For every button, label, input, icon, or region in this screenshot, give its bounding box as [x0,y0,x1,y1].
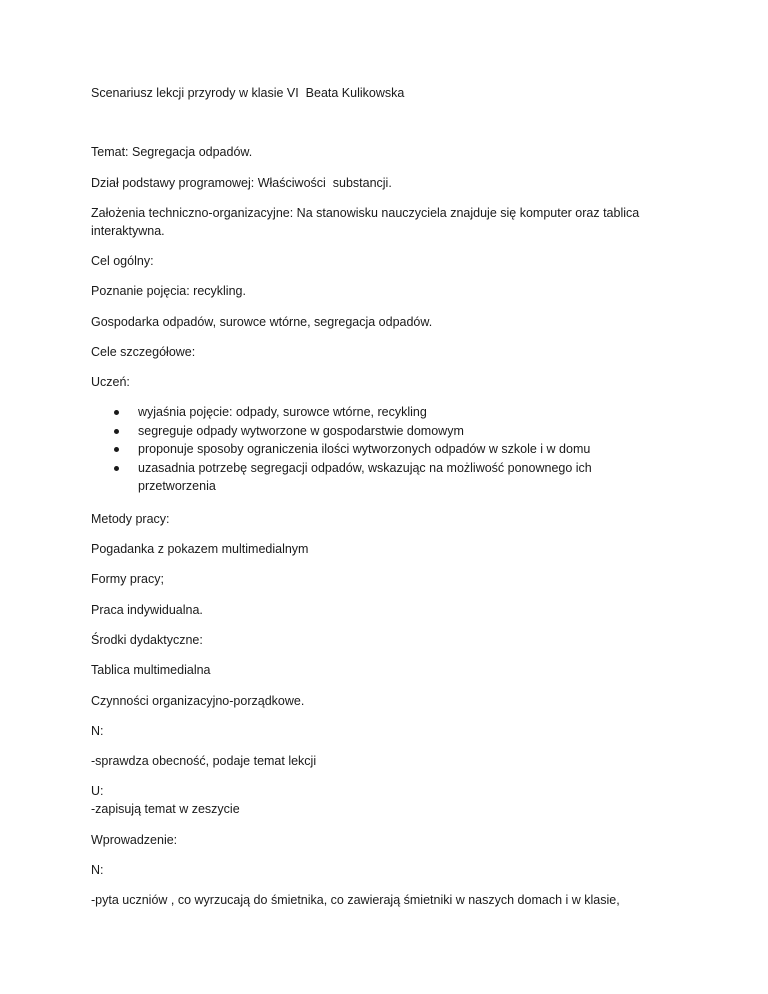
document-header: Scenariusz lekcji przyrody w klasie VI Beata Kulikowska [91,86,405,100]
introduction-heading: Wprowadzenie: [91,833,178,847]
organizational-assumptions: Założenia techniczno-organizacyjne: Na stanowisku nauczyciela znajduje się komputer oraz tablica interaktywna. [91,206,640,238]
curriculum-section: Dział podstawy programowej: Właściwości substancji. [91,176,392,190]
bullet-icon [114,410,119,415]
forms-heading: Formy pracy; [91,572,164,586]
list-item: segreguje odpady wytworzone w gospodarstwie domowym [91,422,691,441]
organizational-activities: Czynności organizacyjno-porządkowe. [91,694,305,708]
general-goal-heading: Cel ogólny: [91,254,154,268]
list-item: proponuje sposoby ograniczenia ilości wytworzonych odpadów w szkole i w domu [91,440,691,459]
teacher-question: -pyta uczniów , co wyrzucają do śmietnika, co zawierają śmietniki w naszych domach i w klasie, [91,893,620,907]
general-goal-text-2: Gospodarka odpadów, surowce wtórne, segregacja odpadów. [91,315,433,329]
list-item: wyjaśnia pojęcie: odpady, surowce wtórne, recykling [91,403,691,422]
forms-text: Praca indywidualna. [91,603,203,617]
bullet-icon [114,466,119,471]
student-action: U: -zapisują temat w zeszycie [91,784,240,816]
methods-heading: Metody pracy: [91,512,170,526]
list-item: uzasadnia potrzebę segregacji odpadów, wskazując na możliwość ponownego ich przetworzenia [91,459,691,496]
teacher-action: -sprawdza obecność, podaje temat lekcji [91,754,317,768]
student-label: Uczeń: [91,375,130,389]
detailed-goals-list [91,403,691,496]
lesson-topic: Temat: Segregacja odpadów. [91,145,253,159]
detailed-goals-heading: Cele szczegółowe: [91,345,196,359]
teacher-label: N: [91,724,104,738]
general-goal-text: Poznanie pojęcia: recykling. [91,284,246,298]
methods-text: Pogadanka z pokazem multimedialnym [91,542,309,556]
means-text: Tablica multimedialna [91,663,211,677]
bullet-icon [114,447,119,452]
means-heading: Środki dydaktyczne: [91,633,203,647]
teacher-label-2: N: [91,863,104,877]
bullet-icon [114,429,119,434]
